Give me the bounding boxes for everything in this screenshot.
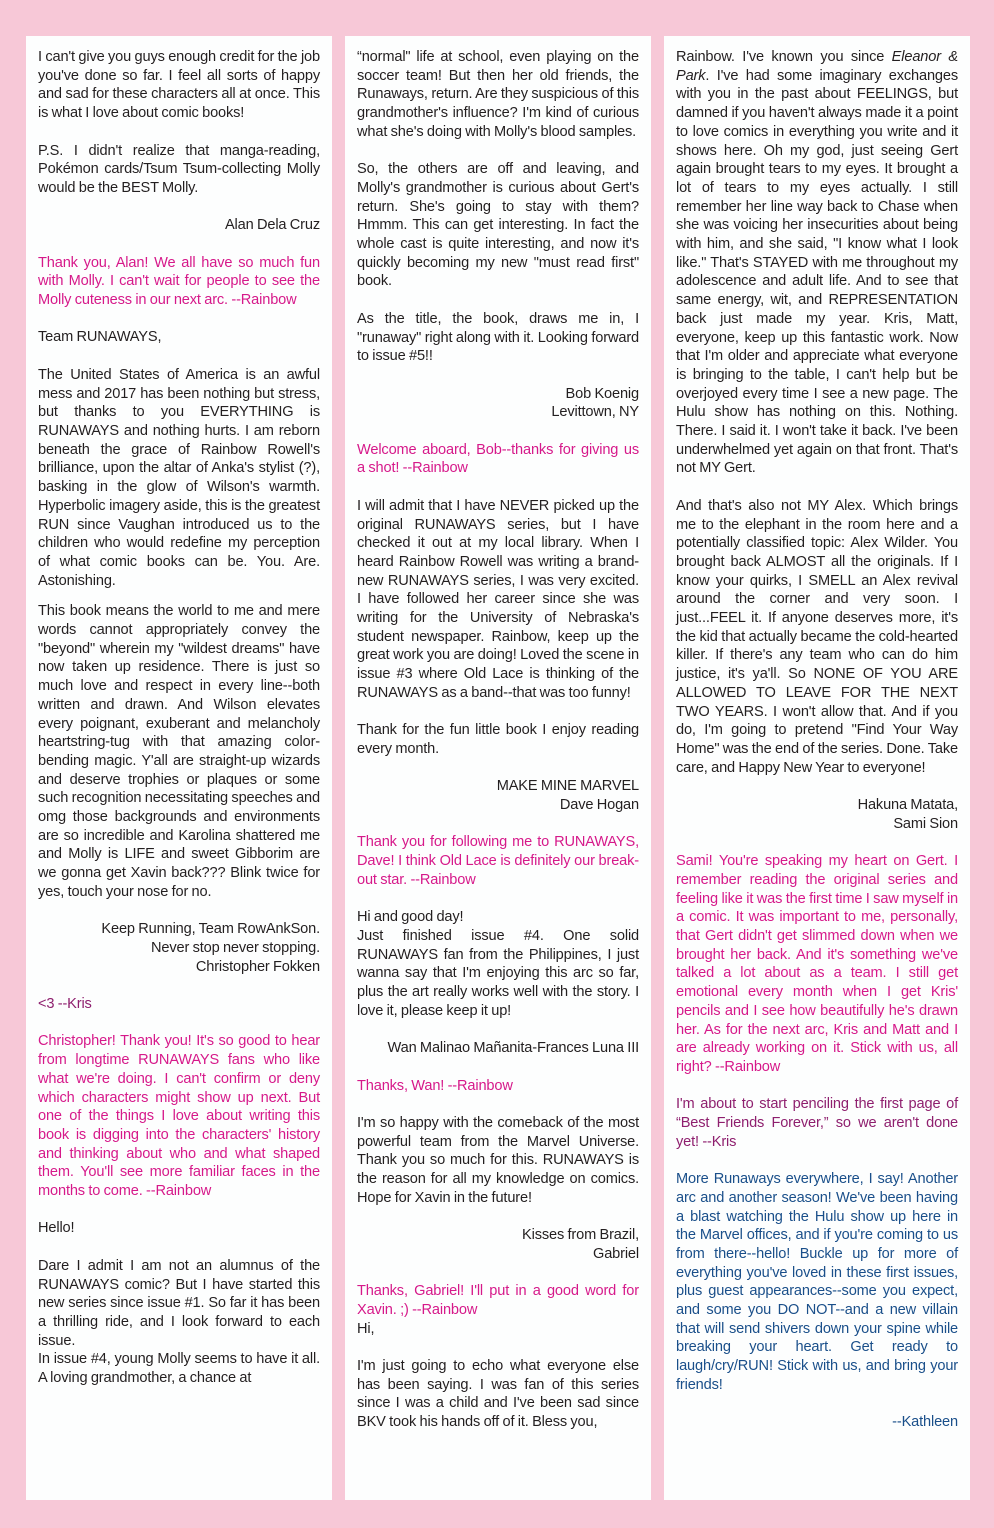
editor-reply: Sami! You're speaking my heart on Gert. I remember reading the original series and feeling like it was the first time I saw myself in a comic. It was important to me, personally, that Gert didn't get slimmed down when we brought her back. And it's something we've talked a lot about as a team. I still get emotional every month when I get Kris' pencils and I see how beautifully he's drawn her. As for the next arc, Kris and Matt and I are already working on it. Stick with us, all right? --Rainbow xyxy=(676,853,958,1075)
signature-line: Keep Running, Team RowAnkSon. xyxy=(101,921,320,938)
letter-signature: Wan Malinao Mañanita-Frances Luna III xyxy=(387,1040,639,1057)
letter-paragraph: Thank for the fun little book I enjoy reading every month. xyxy=(357,722,639,757)
letter-paragraph: P.S. I didn't realize that manga-reading, Pokémon cards/Tsum Tsum-collecting Molly would be the BEST Molly. xyxy=(38,142,320,196)
letter-greeting: Team RUNAWAYS, xyxy=(38,329,162,346)
letter-paragraph: As the title, the book, draws me in, I "runaway" right along with it. Looking forward to issue #5!! xyxy=(357,310,639,365)
letter-paragraph: So, the others are off and leaving, and Molly's grandmother is curious about Gert's return. She's going to stay with them? Hmmm. This can get interesting. In fact the whole cast is quite interesting, and now it's quickly becoming my new "must read first" book. xyxy=(357,161,639,290)
letter-signature xyxy=(357,385,639,422)
editor-reply: Welcome aboard, Bob--thanks for giving us a shot! --Rainbow xyxy=(357,441,639,477)
signature-line: Dave Hogan xyxy=(559,797,639,814)
signature-line: Levittown, NY xyxy=(551,404,639,421)
letter-paragraph: And that's also not MY Alex. Which brings me to the elephant in the room here and a potentially classified topic: Alex Wilder. You brought back ALMOST all the originals. If I know your quirks, I SMELL an Alex revival around the corner and very soon. I just...FEEL it. If anyone deserves more, it's the kid that actually became the cold-hearted killer. If there's any team who can do him justice, it's ya'll. So NONE OF YOU ARE ALLOWED TO LEAVE FOR THE NEXT TWO YEARS. I won't allow that. And if you do, I'm going to pretend "Find Your Way Home" was the end of the series. Done. Take care, and Happy New Year to everyone! xyxy=(676,497,958,776)
editor-reply: Thank you for following me to RUNAWAYS, Dave! I think Old Lace is definitely our break-out star. --Rainbow xyxy=(357,834,639,888)
signature-line: Hakuna Matata, xyxy=(857,797,958,814)
letter-signature xyxy=(357,777,639,814)
letter-signature xyxy=(676,796,958,833)
letter-paragraph: I'm just going to echo what everyone else has been saying. I was fan of this series since I was a child and I've been sad since BKV took his hands off of it. Bless you, xyxy=(357,1357,639,1431)
letter-paragraph: Just finished issue #4. One solid RUNAWAYS fan from the Philippines, I just wanna say that I'm enjoying this arc so far, plus the art really works well with the story. I love it, please keep it up! xyxy=(357,927,639,1019)
signature-line: MAKE MINE MARVEL xyxy=(496,778,639,795)
letter-greeting: Hi and good day! xyxy=(357,909,464,926)
letters-column-3 xyxy=(664,36,970,1500)
letter-paragraph: “normal" life at school, even playing on the soccer team! But then her old friends, the Runaways, return. Are they suspicious of this grandmother's influence? I'm kind of curious what she's doing with Molly's blood samples. xyxy=(357,49,639,140)
letters-column-2 xyxy=(345,36,651,1500)
book-title: Eleanor & Park xyxy=(676,49,958,84)
signature-line: Bob Koenig xyxy=(565,385,639,402)
editor-reply: Thank you, Alan! We all have so much fun with Molly. I can't wait for people to see the Molly cuteness in our next arc. --Rainbow xyxy=(38,254,320,309)
letters-column-1 xyxy=(26,36,332,1500)
letter-paragraph: The United States of America is an awful mess and 2017 has been nothing but stress, but thanks to you EVERYTHING is RUNAWAYS and nothing hurts. I am reborn beneath the grace of Rainbow Rowell's brilliance, upon the altar of Anka's stylist (?), basking in the glow of Wilson's warmth. Hyperbolic imagery aside, this is the greatest RUN since Vaughan introduced us to the children who would redefine my perception of what comic books can be. You. Are. Astonishing. xyxy=(38,366,320,589)
letter-greeting: Hello! xyxy=(38,1220,75,1237)
letter-paragraph xyxy=(676,48,958,478)
artist-reply: <3 --Kris xyxy=(38,996,92,1013)
letter-signature: Alan Dela Cruz xyxy=(224,217,320,234)
letter-greeting: Hi, xyxy=(357,1320,375,1337)
signature-line: Christopher Fokken xyxy=(195,958,320,975)
letter-paragraph: This book means the world to me and mere words cannot appropriately convey the "beyond" wherein my "wildest dreams" have now taken up residence. There is just so much love and respect in every line--both written and drawn. And Wilson elevates every poignant, exuberant and melancholy heartstring-tug with that amazing color-bending magic. Y'all are straight-up wizards and deserve trophies or plaques or some such recognition necessitating speeches and omg those backgrounds and environments are so incredible and Karolina shattered me and Molly is LIFE and sweet Gibborim are we gonna get Xavin back??? Blink twice for yes, touch your nose for no. xyxy=(38,603,320,900)
artist-reply: I'm about to start penciling the first page of “Best Friends Forever,” so we aren't done yet! --Kris xyxy=(676,1096,958,1150)
signature-line: Sami Sion xyxy=(893,815,958,832)
letter-signature xyxy=(357,1226,639,1263)
letter-paragraph: Dare I admit I am not an alumnus of the RUNAWAYS comic? But I have started this new series since issue #1. So far it has been a thrilling ride, and I look forward to each issue. xyxy=(38,1257,320,1349)
signature-line: Never stop never stopping. xyxy=(150,939,320,956)
editor-signature: --Kathleen xyxy=(892,1414,958,1431)
signature-line: Kisses from Brazil, xyxy=(522,1227,639,1244)
signature-line: Gabriel xyxy=(593,1245,639,1262)
editor-closing: More Runaways everywhere, I say! Another arc and another season! We've been having a blast watching the Hulu show up here in the Marvel offices, and if you're coming to us from there--hello! Buckle up for more of everything you've loved in these first issues, plus guest appearances--some you expect, and some you DO NOT--and a new villain that will send shivers down your spine while breaking your heart. Get ready to laugh/cry/RUN! Stick with us, and bring your friends! xyxy=(676,1171,958,1393)
letter-text: Rainbow. I've known you since xyxy=(676,49,892,65)
letter-paragraph: I will admit that I have NEVER picked up the original RUNAWAYS series, but I have checked it out at my local library. When I heard Rainbow Rowell was writing a brand-new RUNAWAYS series, I was very excited. I have followed her career since she was writing for the University of Nebraska's student newspaper. Rainbow, keep up the great work you are doing! Loved the scene in issue #3 where Old Lace is thinking of the RUNAWAYS as a band--that was too funny! xyxy=(357,497,639,701)
letter-text: . I've had some imaginary exchanges with you in the past about FEELINGS, but damned if you haven't always made it a point to love comics in everything you write and it shows here. Oh my god, just seeing Gert again brought tears to my eyes. It brought a lot of tears to my eyes actually. I still remember her line way back to Chase when she was voicing her insecurities about being with him, and she said, "I know what I look like." That's STAYED with me throughout my adolescence and adult life. And to see that same energy, wit, and REPRESENTATION back just made my year. Kris, Matt, everyone, keep up this fantastic work. Now that I'm older and appreciate what everyone is bringing to the table, I can't help but be overjoyed every time I see a new page. The Hulu show has nothing on this. Nothing. There. I said it. I won't take it back. I've been underwhelmed yet again on that front. That's not MY Gert. xyxy=(676,67,958,477)
letter-paragraph: In issue #4, young Molly seems to have it all. A loving grandmother, a chance at xyxy=(38,1351,320,1387)
editor-reply: Christopher! Thank you! It's so good to hear from longtime RUNAWAYS fans who like what we're doing. I can't confirm or deny which characters might show up next. But one of the things I love about writing this book is digging into the characters' history and thinking about who and what shaped them. You'll see more familiar faces in the months to come. --Rainbow xyxy=(38,1033,320,1200)
letter-paragraph: I'm so happy with the comeback of the most powerful team from the Marvel Universe. Thank you so much for this. RUNAWAYS is the reason for all my knowledge on comics. Hope for Xavin in the future! xyxy=(357,1114,639,1206)
editor-reply: Thanks, Gabriel! I'll put in a good word for Xavin. ;) --Rainbow xyxy=(357,1283,639,1318)
letter-signature xyxy=(38,920,320,976)
letter-paragraph: I can't give you guys enough credit for the job you've done so far. I feel all sorts of happy and sad for these characters all at once. This is what I love about comic books! xyxy=(38,49,320,122)
editor-reply: Thanks, Wan! --Rainbow xyxy=(357,1077,513,1094)
